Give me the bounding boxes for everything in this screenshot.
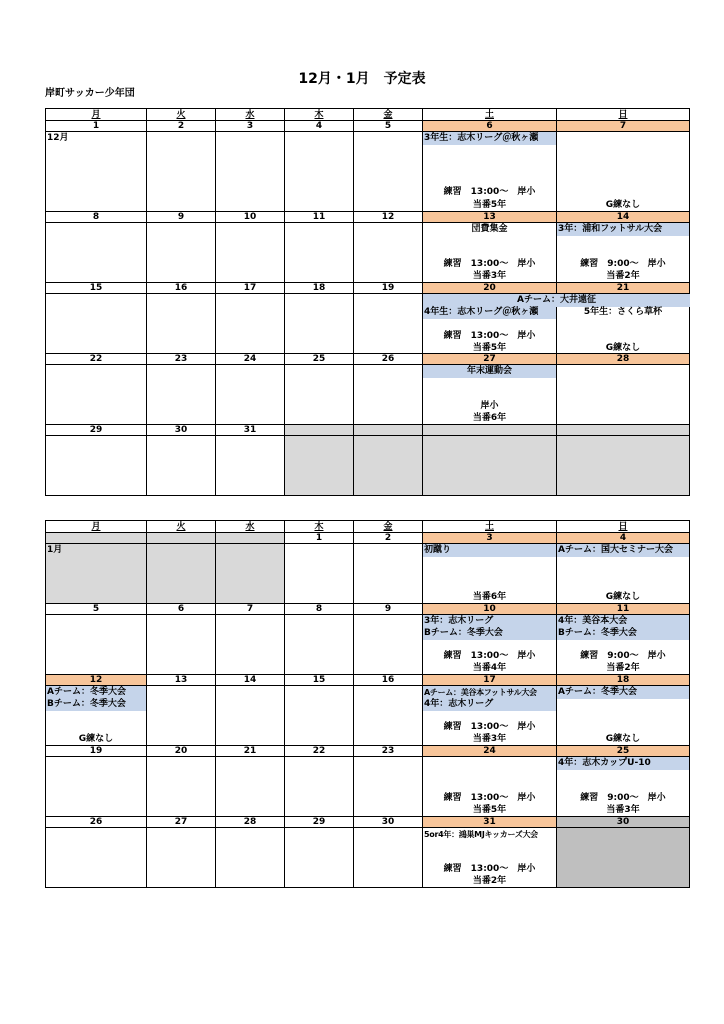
date-number: 22 [46,354,147,365]
date-number: 29 [46,425,147,436]
date-number: 16 [354,675,423,686]
date-number: 12 [46,675,147,686]
date-row [46,354,690,365]
day-cell [423,757,557,817]
day-cell [557,132,690,212]
date-number: 30 [147,425,216,436]
note-label: G練なし [605,592,641,602]
day-cell [423,365,557,425]
weekday-mon: 月 [46,521,147,533]
duty-label: 当番3年 [472,734,507,744]
calendar-december [45,108,690,496]
practice-label: 練習 13:00～ 岸小 [443,864,536,874]
day-cell [285,757,354,817]
weekday-sun: 日 [557,521,690,533]
date-number: 15 [285,675,354,686]
date-number: 4 [557,533,690,544]
date-number: 10 [423,604,557,615]
date-number: 29 [285,817,354,828]
month-label: 1月 [47,545,63,555]
date-number: 1 [285,533,354,544]
day-cell [557,615,690,675]
day-cell [557,544,690,604]
day-cell [354,132,423,212]
day-cell [557,686,690,746]
duty-label: 当番4年 [472,663,507,673]
date-number: 11 [285,212,354,223]
date-number: 12 [354,212,423,223]
day-cell [216,223,285,283]
empty-date [423,425,557,436]
event-label: 3年生：志木リーグ＠秋ヶ瀬 [423,132,556,145]
weekday-fri: 金 [354,521,423,533]
date-number: 3 [216,121,285,132]
empty-day-cell [147,544,216,604]
date-row [46,425,690,436]
event-label: 5年生：さくら草杯 [583,307,663,317]
day-cell [557,757,690,817]
day-cell [46,223,147,283]
event-label: 5or4年：鴻巣MJキッカーズ大会 [424,830,538,839]
day-cell [147,436,216,496]
duty-label: 当番2年 [606,663,640,673]
weekday-tue: 火 [147,109,216,121]
empty-day-cell [557,436,690,496]
day-cell [285,223,354,283]
day-cell [147,365,216,425]
day-cell [423,615,557,675]
event-label: Aチーム：冬季大会 [557,686,689,699]
day-cell [557,223,690,283]
day-cell [216,132,285,212]
event-label: Bチーム：冬季大会 [46,698,146,711]
empty-day-cell [216,544,285,604]
date-row [46,212,690,223]
day-cell [216,686,285,746]
date-number: 5 [46,604,147,615]
duty-label: 当番5年 [472,805,507,815]
day-cell [216,436,285,496]
date-number: 31 [423,817,557,828]
practice-label: 練習 9:00～ 岸小 [580,259,666,269]
weekday-sat: 土 [423,109,557,121]
note-label: G練なし [605,343,641,353]
weekday-thu: 木 [285,521,354,533]
date-number: 19 [46,746,147,757]
empty-date [285,425,354,436]
date-number: 24 [216,354,285,365]
day-cell [46,828,147,888]
event-label: 3年：浦和フットサル大会 [557,223,689,236]
day-cell [423,686,557,746]
duty-label: 当番6年 [472,592,507,602]
event-row [46,223,690,283]
place-label: 岸小 [480,401,499,411]
event-row [46,615,690,675]
practice-label: 練習 13:00～ 岸小 [443,722,536,732]
empty-day-cell [557,828,690,888]
event-label: 3年：志木リーグ [423,615,556,628]
date-number: 18 [285,283,354,294]
day-cell [216,615,285,675]
date-number: 28 [216,817,285,828]
empty-day-cell [354,436,423,496]
empty-day-cell [285,436,354,496]
day-cell [46,686,147,746]
weekday-mon: 月 [46,109,147,121]
date-number: 26 [354,354,423,365]
date-number: 14 [557,212,690,223]
day-cell [147,828,216,888]
note-label: G練なし [78,734,114,744]
date-number: 30 [354,817,423,828]
day-cell [285,294,354,354]
day-cell [216,365,285,425]
date-number: 9 [354,604,423,615]
date-number: 8 [46,212,147,223]
date-number: 27 [147,817,216,828]
day-cell [354,294,423,354]
date-number: 25 [557,746,690,757]
empty-day-cell [423,436,557,496]
day-cell [557,365,690,425]
date-number: 18 [557,675,690,686]
date-number: 23 [354,746,423,757]
date-number: 7 [216,604,285,615]
date-row [46,746,690,757]
day-cell [285,615,354,675]
duty-label: 当番6年 [472,413,507,423]
date-number: 2 [147,121,216,132]
date-number: 13 [147,675,216,686]
day-cell [354,544,423,604]
date-row [46,121,690,132]
day-cell [285,132,354,212]
day-cell [216,757,285,817]
day-cell [147,615,216,675]
date-number: 31 [216,425,285,436]
date-number: 21 [557,283,690,294]
event-row [46,436,690,496]
event-label: 団費集金 [471,224,508,234]
date-number: 6 [147,604,216,615]
duty-label: 当番5年 [472,343,507,353]
event-label: Aチーム：大井遠征 [423,294,690,307]
practice-label: 練習 13:00～ 岸小 [443,187,536,197]
date-row [46,604,690,615]
day-cell [354,615,423,675]
date-number: 2 [354,533,423,544]
practice-label: 練習 9:00～ 岸小 [580,651,666,661]
date-number: 15 [46,283,147,294]
day-cell [216,294,285,354]
event-label: Aチーム：冬季大会 [46,686,146,699]
note-label: G練なし [605,734,641,744]
day-cell [46,436,147,496]
day-cell [216,828,285,888]
duty-label: 当番3年 [472,271,507,281]
day-cell [147,757,216,817]
date-number: 25 [285,354,354,365]
date-number: 3 [423,533,557,544]
day-cell [423,132,557,212]
event-label: Bチーム：冬季大会 [423,627,556,640]
duty-label: 当番3年 [606,805,640,815]
empty-date [557,425,690,436]
event-label: Aチーム：美谷本フットサル大会 [423,686,556,699]
day-cell [354,223,423,283]
date-number: 11 [557,604,690,615]
weekday-sat: 土 [423,521,557,533]
duty-label: 当番2年 [606,271,640,281]
event-label: 4年生：志木リーグ＠秋ヶ瀬 [423,306,556,319]
date-number: 4 [285,121,354,132]
weekday-thu: 木 [285,109,354,121]
day-cell [354,757,423,817]
empty-date [354,425,423,436]
date-number: 26 [46,817,147,828]
practice-label: 練習 13:00～ 岸小 [443,259,536,269]
date-row [46,817,690,828]
date-number: 14 [216,675,285,686]
date-number: 9 [147,212,216,223]
event-label: 初蹴り [423,544,556,557]
event-label: 4年：志木リーグ [423,698,556,711]
date-number: 30 [557,817,690,828]
date-number: 16 [147,283,216,294]
practice-label: 練習 13:00～ 岸小 [443,331,536,341]
event-row [46,686,690,746]
empty-date [46,533,147,544]
day-cell [46,544,147,604]
weekday-wed: 水 [216,109,285,121]
event-label: Bチーム：冬季大会 [557,627,689,640]
team-name: 岸町サッカー少年団 [45,88,135,99]
date-number: 1 [46,121,147,132]
day-cell [285,828,354,888]
practice-label: 練習 9:00～ 岸小 [580,793,666,803]
date-number: 22 [285,746,354,757]
event-row [46,365,690,425]
event-label: 4年：志木カップU-10 [557,757,689,770]
date-number: 8 [285,604,354,615]
calendar-january [45,520,690,888]
day-cell [423,294,596,354]
day-cell [557,294,690,354]
duty-label: 当番5年 [472,200,507,210]
day-cell [423,544,557,604]
date-number: 27 [423,354,557,365]
weekday-fri: 金 [354,109,423,121]
date-row [46,283,690,294]
day-cell [147,686,216,746]
day-cell [423,828,557,888]
date-number: 7 [557,121,690,132]
day-cell [147,132,216,212]
date-row [46,533,690,544]
date-number: 17 [216,283,285,294]
event-row [46,544,690,604]
date-row [46,675,690,686]
day-cell [46,132,147,212]
practice-label: 練習 13:00～ 岸小 [443,651,536,661]
date-number: 5 [354,121,423,132]
date-number: 17 [423,675,557,686]
day-cell [354,828,423,888]
weekday-tue: 火 [147,521,216,533]
date-number: 20 [147,746,216,757]
weekday-wed: 水 [216,521,285,533]
practice-label: 練習 13:00～ 岸小 [443,793,536,803]
day-cell [46,757,147,817]
day-cell [285,544,354,604]
date-number: 13 [423,212,557,223]
day-cell [354,365,423,425]
date-number: 10 [216,212,285,223]
weekday-header [46,521,690,533]
date-number: 23 [147,354,216,365]
date-number: 19 [354,283,423,294]
day-cell [46,294,147,354]
event-label: 年末運動会 [423,365,556,378]
day-cell [46,615,147,675]
event-row [46,757,690,817]
empty-date [216,533,285,544]
day-cell [285,686,354,746]
empty-date [147,533,216,544]
date-number: 6 [423,121,557,132]
day-cell [46,365,147,425]
date-number: 24 [423,746,557,757]
event-label: Aチーム：国大セミナー大会 [557,544,689,557]
event-label: 4年：美谷本大会 [557,615,689,628]
day-cell [147,294,216,354]
date-number: 20 [423,283,557,294]
duty-label: 当番2年 [472,876,507,886]
event-row [46,132,690,212]
month-label: 12月 [47,133,69,143]
day-cell [285,365,354,425]
event-row [46,294,690,354]
event-row [46,828,690,888]
weekday-header [46,109,690,121]
day-cell [354,686,423,746]
date-number: 21 [216,746,285,757]
date-number: 28 [557,354,690,365]
day-cell [147,223,216,283]
note-label: G練なし [605,200,641,210]
day-cell [423,223,557,283]
page-title: 12月・1月 予定表 [298,71,426,87]
weekday-sun: 日 [557,109,690,121]
